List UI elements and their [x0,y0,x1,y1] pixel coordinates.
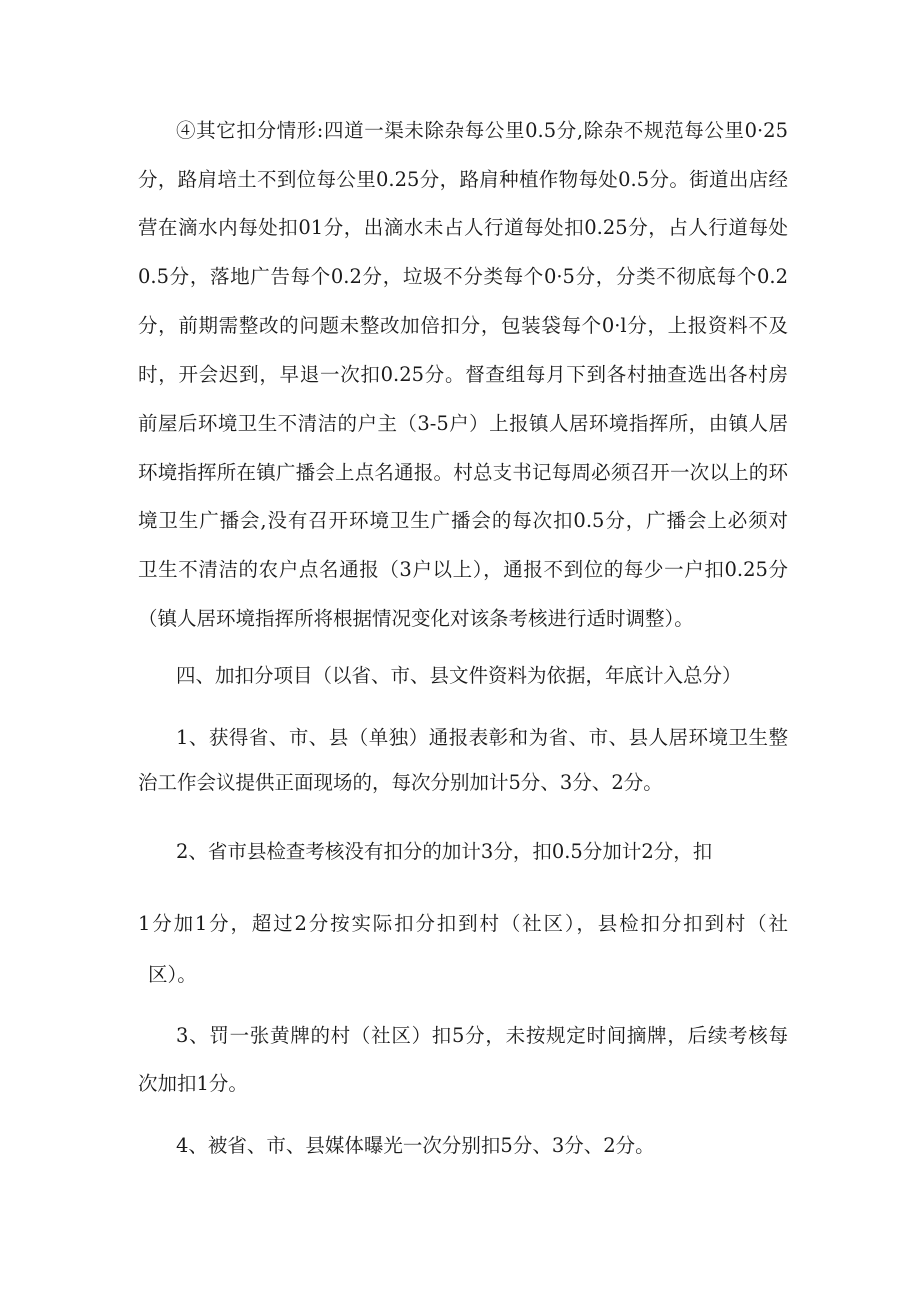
paragraph-line: （镇人居环境指挥所将根据情况变化对该条考核进行适时调整）。 [138,607,694,630]
list-item-line: 治工作会议提供正面现场的，每次分别加计5分、3分、2分。 [138,771,663,794]
paragraph-line: 环境指挥所在镇广播会上点名通报。村总支书记每周必须召开一次以上的环 [138,461,788,484]
paragraph-line: 前屋后环境卫生不清洁的户主（3-5户）上报镇人居环境指挥所，由镇人居 [138,412,788,435]
paragraph-line: 时，开会迟到，早退一次扣0.25分。督查组每月下到各村抽查选出各村房 [138,363,788,386]
section-heading: 四、加扣分项目（以省、市、县文件资料为依据，年底计入总分） [176,664,742,687]
paragraph-line: 0.5分，落地广告每个0.2分，垃圾不分类每个0·5分，分类不彻底每个0.2 [138,265,788,288]
list-item-line: 2、省市县检查考核没有扣分的加计3分，扣0.5分加计2分，扣 [176,840,713,863]
paragraph-line: 卫生不清洁的农户点名通报（3户以上），通报不到位的每少一户扣0.25分 [138,558,788,581]
paragraph-line: 营在滴水内每处扣01分，出滴水未占人行道每处扣0.25分，占人行道每处 [138,216,788,239]
list-item-line: 1分加1分，超过2分按实际扣分扣到村（社区），县检扣分扣到村（社 [138,912,788,935]
list-item-line: 次加扣1分。 [138,1072,248,1095]
paragraph-line: 境卫生广播会,没有召开环境卫生广播会的每次扣0.5分，广播会上必须对 [138,509,788,532]
paragraph-line: ④其它扣分情形:四道一渠未除杂每公里0.5分,除杂不规范每公里0·25 [176,119,788,142]
list-item-line: 区）。 [148,963,197,986]
list-item-line: 4、被省、市、县媒体曝光一次分别扣5分、3分、2分。 [176,1134,655,1157]
paragraph-line: 分，路肩培土不到位每公里0.25分，路肩种植作物每处0.5分。街道出店经 [138,168,788,191]
paragraph-line: 分，前期需整改的问题未整改加倍扣分，包装袋每个0·l分，上报资料不及 [138,314,788,337]
list-item-line: 1、获得省、市、县（单独）通报表彰和为省、市、县人居环境卫生整 [176,726,788,749]
list-item-line: 3、罚一张黄牌的村（社区）扣5分，未按规定时间摘牌，后续考核每 [176,1024,788,1047]
